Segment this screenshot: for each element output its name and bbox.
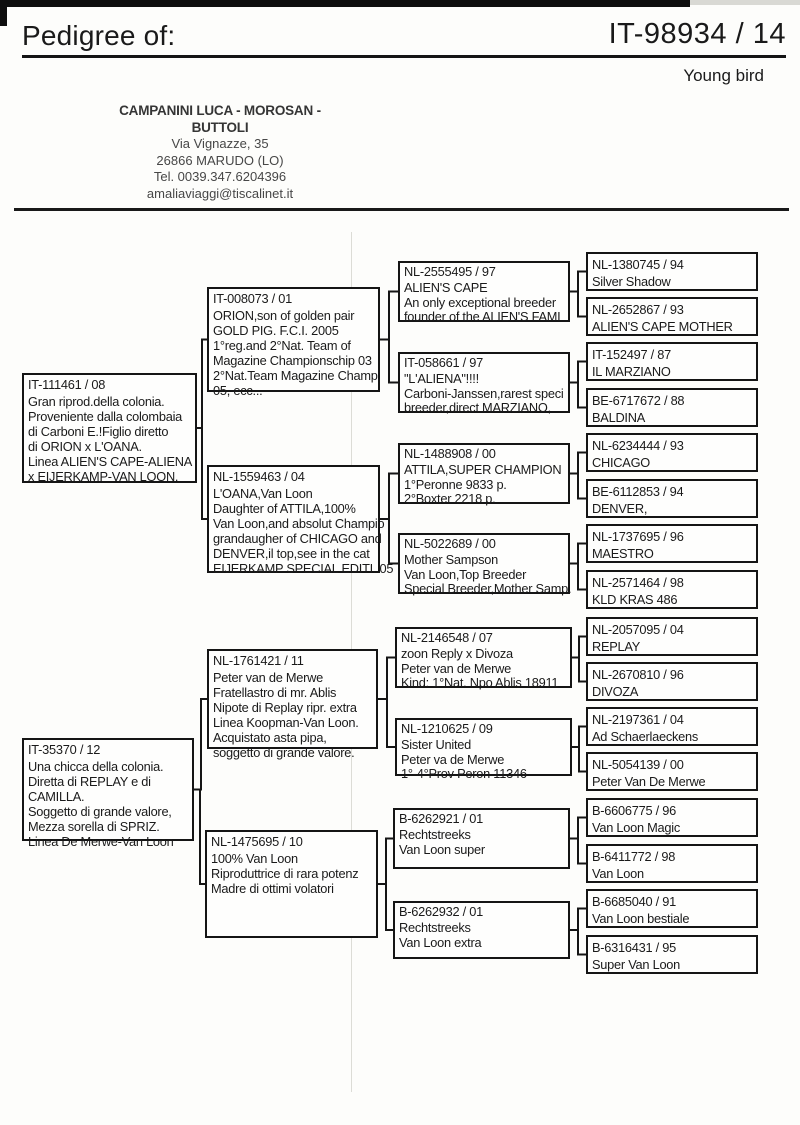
breeder-city: 26866 MARUDO (LO) xyxy=(156,152,284,168)
ring-number: B-6262921 / 01 xyxy=(399,811,484,826)
pedigree-box-dsss xyxy=(586,617,758,656)
info-line: Carboni-Janssen,rarest speci xyxy=(404,385,564,401)
info-line: Van Loon extra xyxy=(399,934,482,950)
info-line: DIVOZA xyxy=(592,684,639,699)
connector-ddd-dddd xyxy=(570,930,586,955)
info-line: Peter van de Merwe xyxy=(401,660,512,676)
connector-ds-dsd xyxy=(378,699,395,747)
connector-ds-dss xyxy=(378,658,395,700)
pedigree-box-ddss xyxy=(586,798,758,837)
info-line: Peter va de Merwe xyxy=(401,751,505,767)
pedigree-box-ssdd xyxy=(586,388,758,427)
info-line: Peter van de Merwe xyxy=(213,670,324,685)
info-line: DENVER,il top,see in the cat xyxy=(213,546,370,561)
info-line: DENVER, xyxy=(592,501,648,516)
ring-number: NL-2571464 / 98 xyxy=(592,575,684,590)
info-line: 2°Boxter 2218 p. xyxy=(404,490,496,506)
pedigree-box-ssd xyxy=(398,352,570,413)
info-line: Gran riprod.della colonia. xyxy=(28,394,165,409)
pedigree-box-dsdd xyxy=(586,752,758,791)
info-line: soggetto di grande valore. xyxy=(213,745,355,760)
connector-d-ds xyxy=(194,699,207,790)
info-line: zoon Reply x Divoza xyxy=(401,646,513,662)
info-line: 100% Van Loon xyxy=(211,851,298,866)
connector-dds-ddsd xyxy=(570,839,586,864)
pedigree-box-d xyxy=(22,738,194,849)
pedigree-box-s xyxy=(22,373,197,483)
info-line: di ORION x L'OANA. xyxy=(28,439,142,454)
info-line: 1°-4°Prov Peron 11346 xyxy=(401,765,527,781)
pedigree-box-dsd xyxy=(395,718,572,781)
info-line: MAESTRO xyxy=(592,546,654,561)
info-line: Acquistato asta pipa, xyxy=(213,730,327,745)
ring-number: NL-1488908 / 00 xyxy=(404,446,496,461)
connector-dd-ddd xyxy=(378,884,393,930)
ring-number: NL-2197361 / 04 xyxy=(592,712,684,727)
pedigree-box-sdss xyxy=(586,433,758,472)
info-line: 05, ecc... xyxy=(213,383,263,398)
ring-number: B-6411772 / 98 xyxy=(592,849,676,864)
pedigree-box-ddds xyxy=(586,889,758,928)
pedigree-box-sddd xyxy=(586,570,758,609)
pedigree-box-ds xyxy=(207,649,378,760)
info-line: ALIEN'S CAPE MOTHER xyxy=(592,319,733,334)
info-line: Nipote di Replay ripr. extra xyxy=(213,700,357,715)
pedigree-box-sds xyxy=(398,443,570,504)
info-line: Van Loon,Top Breeder xyxy=(404,566,527,582)
connector-dds-ddss xyxy=(570,818,586,839)
connector-sdd-sddd xyxy=(570,564,586,590)
pedigree-box-ss xyxy=(207,287,381,398)
ring-number: NL-2670810 / 96 xyxy=(592,667,684,682)
connector-s-sd xyxy=(197,428,207,519)
ring-number: IT-35370 / 12 xyxy=(28,742,101,757)
breeder-email: amaliaviaggi@tiscalinet.it xyxy=(146,185,294,201)
breeder-street: Via Vignazze, 35 xyxy=(171,136,269,151)
ring-number: BE-6112853 / 94 xyxy=(592,484,684,499)
info-line: Soggetto di grande valore, xyxy=(28,804,172,819)
ring-number: NL-1761421 / 11 xyxy=(213,653,304,668)
pedigree-box-ddd xyxy=(393,901,570,959)
ring-number: IT-152497 / 87 xyxy=(592,347,672,362)
info-line: 2°Nat.Team Magazine Champ. xyxy=(213,368,381,383)
info-line: REPLAY xyxy=(592,639,641,654)
info-line: Madre di ottimi volatori xyxy=(211,881,334,896)
pedigree-box-dssd xyxy=(586,662,758,701)
info-line: "L'ALIENA"!!!! xyxy=(404,371,479,387)
connector-ss-sss xyxy=(380,292,398,340)
info-line: founder of the ALIEN'S FAMI xyxy=(404,308,561,324)
ring-number: NL-1380745 / 94 xyxy=(592,257,684,272)
info-line: An only exceptional breeder xyxy=(404,294,556,310)
info-line: KLD KRAS 486 xyxy=(592,592,678,607)
info-line: Super Van Loon xyxy=(592,957,681,972)
info-line: Van Loon Magic xyxy=(592,820,681,835)
info-line: ORION,son of golden pair xyxy=(213,308,355,323)
ring-number: IT-111461 / 08 xyxy=(28,377,106,392)
connector-ssd-ssdd xyxy=(570,383,586,408)
connector-sds-sdsd xyxy=(570,474,586,499)
info-line: Linea De Merwe-Van Loon xyxy=(28,834,174,849)
breeder-name: CAMPANINI LUCA - MOROSAN - BUTTOLI xyxy=(119,103,321,135)
info-line: CHICAGO xyxy=(592,455,650,470)
ring-number: NL-1210625 / 09 xyxy=(401,721,493,736)
ring-number: NL-2555495 / 97 xyxy=(404,264,496,279)
pedigree-box-sssd xyxy=(586,297,758,336)
info-line: ATTILA,SUPER CHAMPION xyxy=(404,462,562,478)
info-line: ALIEN'S CAPE xyxy=(404,280,488,296)
connector-sdd-sdds xyxy=(570,544,586,564)
pedigree-box-dds xyxy=(393,808,570,869)
connector-d-dd xyxy=(194,790,205,885)
info-line: di Carboni E.!Figlio diretto xyxy=(28,424,169,439)
ring-number: IT-008073 / 01 xyxy=(213,291,293,306)
info-line: Ad Schaerlaeckens xyxy=(592,729,699,744)
ring-number: NL-2057095 / 04 xyxy=(592,622,684,637)
ring-number: NL-1737695 / 96 xyxy=(592,529,684,544)
info-line: Linea ALIEN'S CAPE-ALIENA xyxy=(28,454,193,469)
pedigree-box-ssss xyxy=(586,252,758,291)
ring-number: NL-5022689 / 00 xyxy=(404,536,496,551)
info-line: Special Breeder,Mother Samp. xyxy=(404,580,572,596)
pedigree-box-sdsd xyxy=(586,479,758,518)
info-line: Linea Koopman-Van Loon. xyxy=(213,715,359,730)
ring-number: NL-6234444 / 93 xyxy=(592,438,684,453)
bird-category-label: Young bird xyxy=(683,66,764,85)
info-line: Daughter of ATTILA,100% xyxy=(213,501,356,516)
connector-dss-dsss xyxy=(572,637,586,658)
info-line: Fratellastro di mr. Ablis xyxy=(213,685,337,700)
ring-number: B-6262932 / 01 xyxy=(399,904,484,919)
info-line: 1°reg.and 2°Nat. Team of xyxy=(213,338,351,353)
info-line: Rechtstreeks xyxy=(399,827,471,843)
pedigree-box-sdds xyxy=(586,524,758,563)
ring-number: B-6316431 / 95 xyxy=(592,940,677,955)
info-line: BALDINA xyxy=(592,410,646,425)
pedigree-box-ddsd xyxy=(586,844,758,883)
info-line: Rechtstreeks xyxy=(399,920,471,936)
info-line: breeder,direct MARZIANO, xyxy=(404,399,551,415)
ring-number: B-6606775 / 96 xyxy=(592,803,677,818)
connector-dsd-dsdd xyxy=(572,747,586,772)
info-line: Riproduttrice di rara potenz xyxy=(211,866,359,881)
pedigree-box-dsds xyxy=(586,707,758,746)
pedigree-box-dd xyxy=(205,830,378,938)
pedigree-box-sd xyxy=(207,465,394,576)
connector-ddd-ddds xyxy=(570,909,586,931)
connector-dsd-dsds xyxy=(572,727,586,748)
connector-s-ss xyxy=(197,340,207,429)
info-line: Mezza sorella di SPRIZ. xyxy=(28,819,160,834)
connector-sds-sdss xyxy=(570,453,586,474)
info-line: Peter Van De Merwe xyxy=(592,774,706,789)
info-line: Proveniente dalla colombaia xyxy=(28,409,183,424)
connector-sss-ssss xyxy=(570,272,586,292)
info-line: L'OANA,Van Loon xyxy=(213,486,313,501)
info-line: x EIJERKAMP-VAN LOON. xyxy=(28,469,179,484)
info-line: Van Loon,and absolut Champio xyxy=(213,516,385,531)
pedigree-box-sdd xyxy=(398,533,570,594)
connector-ss-ssd xyxy=(380,340,398,383)
ring-number: B-6685040 / 91 xyxy=(592,894,677,909)
ring-number: NL-5054139 / 00 xyxy=(592,757,684,772)
info-line: IL MARZIANO xyxy=(592,364,671,379)
connector-dd-dds xyxy=(378,839,393,885)
connector-ssd-ssds xyxy=(570,362,586,383)
info-line: Sister United xyxy=(401,737,472,753)
info-line: CAMILLA. xyxy=(28,789,85,804)
ring-number: NL-2652867 / 93 xyxy=(592,302,684,317)
info-line: Van Loon super xyxy=(399,841,485,857)
ring-number: NL-1559463 / 04 xyxy=(213,469,305,484)
ring-number: NL-2146548 / 07 xyxy=(401,630,493,645)
connector-sss-sssd xyxy=(570,292,586,317)
connector-dss-dssd xyxy=(572,658,586,682)
info-line: 1°Peronne 9833 p. xyxy=(404,476,507,492)
info-line: GOLD PIG. F.C.I. 2005 xyxy=(213,323,339,338)
pedigree-box-dss xyxy=(395,627,572,688)
info-line: Magazine Championschip 03 xyxy=(213,353,372,368)
breeder-phone: Tel. 0039.347.6204396 xyxy=(153,169,287,184)
info-line: Diretta di REPLAY e di xyxy=(28,774,151,789)
pedigree-box-dddd xyxy=(586,935,758,974)
page-title: Pedigree of: xyxy=(22,20,176,51)
pedigree-box-ssds xyxy=(586,342,758,381)
info-line: grandaugher of CHICAGO and xyxy=(213,531,382,546)
ring-number-title: IT-98934 / 14 xyxy=(608,18,786,50)
ring-number: BE-6717672 / 88 xyxy=(592,393,685,408)
info-line: Mother Sampson xyxy=(404,552,498,568)
info-line: Una chicca della colonia. xyxy=(28,759,164,774)
ring-number: IT-058661 / 97 xyxy=(404,355,484,370)
pedigree-box-sss xyxy=(398,261,570,322)
connector-sd-sds xyxy=(380,474,398,520)
info-line: Kind: 1°Nat. Npo Ablis 18911 xyxy=(401,674,559,690)
info-line: Van Loon xyxy=(592,866,644,881)
info-line: Van Loon bestiale xyxy=(592,911,690,926)
info-line: EIJERKAMP SPECIAL EDITI. 05 xyxy=(213,561,394,576)
ring-number: NL-1475695 / 10 xyxy=(211,834,303,849)
info-line: Silver Shadow xyxy=(592,274,671,289)
